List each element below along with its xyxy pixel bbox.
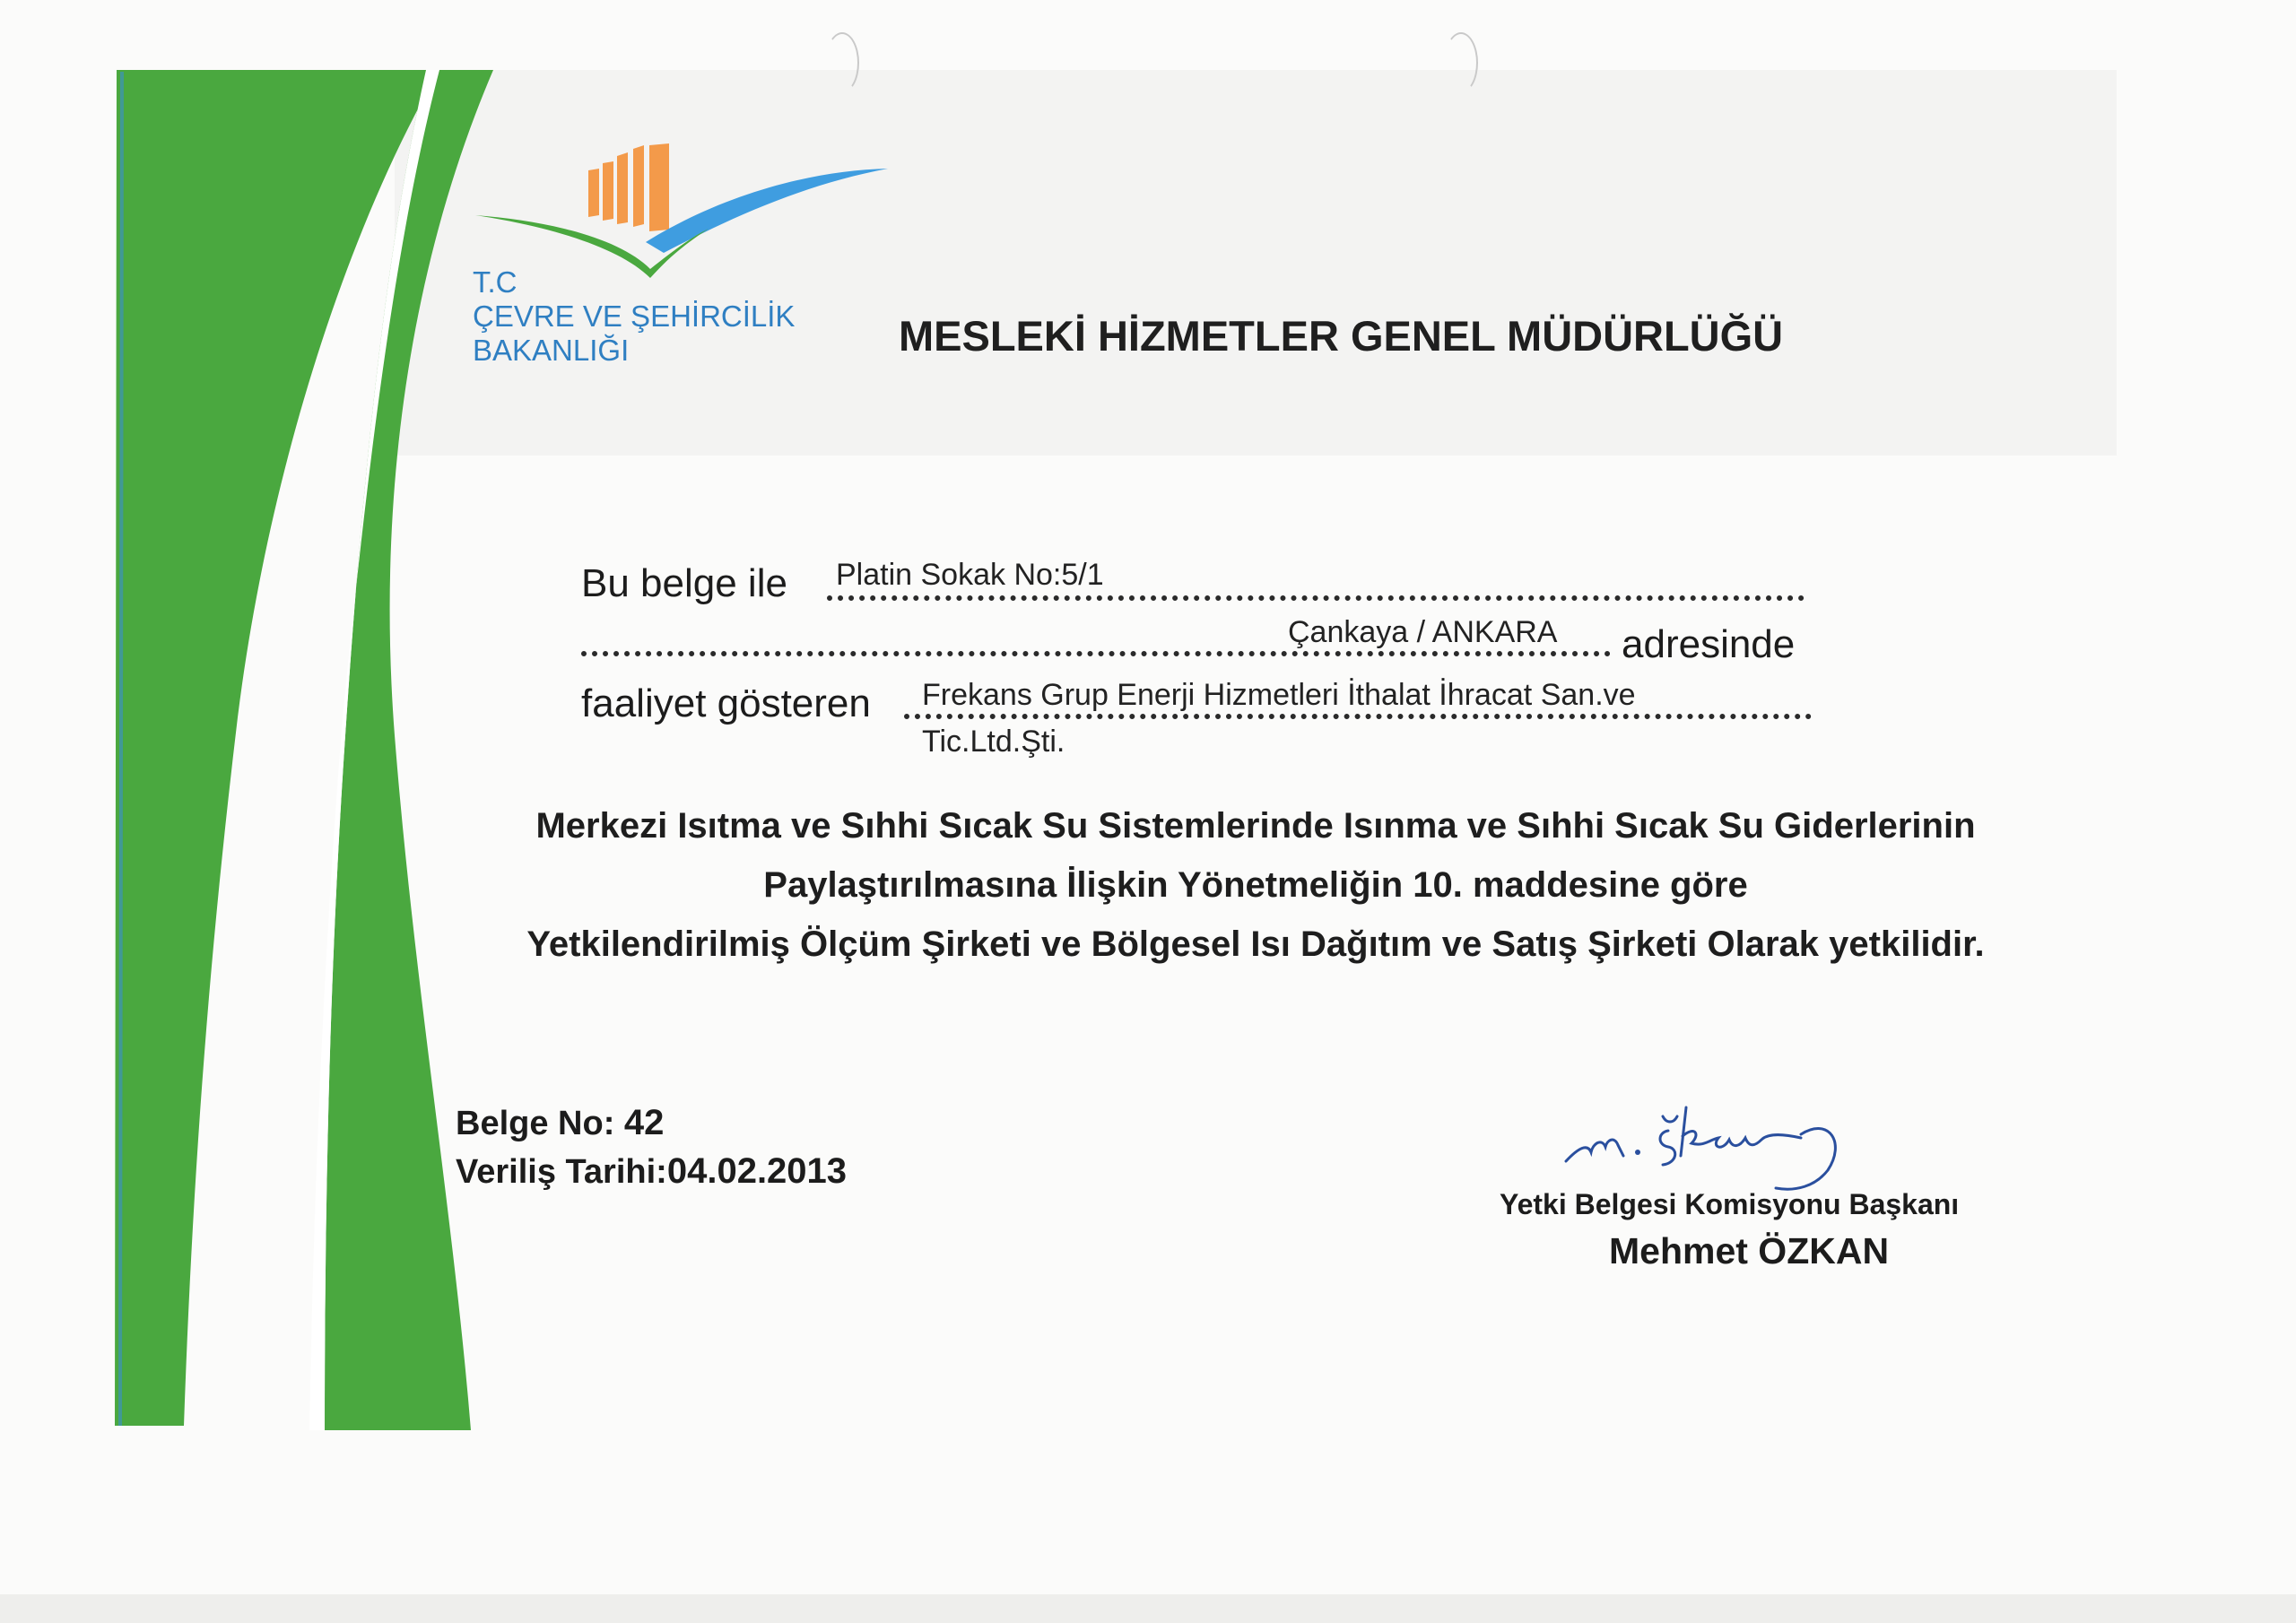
issue-date-value: 04.02.2013 [666, 1151, 848, 1191]
document-number-label: Belge No: [456, 1105, 615, 1142]
issue-date [456, 1151, 847, 1192]
ministry-line-3: BAKANLIĞI [473, 334, 630, 367]
signature-stroke-kan [1681, 1107, 1801, 1156]
logo-orange-bar-1 [588, 169, 599, 217]
issue-date-label: Veriliş Tarihi: [456, 1153, 667, 1191]
statement-line-2: Paylaştırılmasına İlişkin Yönetmeliğin 10. maddesine göre [763, 865, 1748, 905]
ministry-name [473, 265, 795, 368]
statement-line-3: Yetkilendirilmiş Ölçüm Şirketi ve Bölgesel Isı Dağıtım ve Satış Şirketi Olarak yetkilidir. [526, 924, 1985, 964]
address-line-1: Platin Sokak No:5/1 [836, 558, 1104, 592]
authorization-statement [422, 796, 2090, 974]
company-line-2: Tic.Ltd.Şti. [922, 725, 1065, 759]
company-label: faaliyet gösteren [581, 681, 871, 725]
department-title: MESLEKİ HİZMETLER GENEL MÜDÜRLÜĞÜ [899, 312, 1784, 360]
signature-dot [1635, 1150, 1640, 1155]
document-number-value: 42 [623, 1103, 665, 1142]
dotted-line-1 [827, 595, 1805, 601]
dotted-line-3 [904, 714, 1812, 719]
signer-role: Yetki Belgesi Komisyonu Başkanı [1500, 1188, 1960, 1220]
ministry-line-2: ÇEVRE VE ŞEHİRCİLİK [473, 299, 796, 333]
signature-stroke-m [1566, 1140, 1623, 1161]
intro-label: Bu belge ile [581, 561, 787, 605]
address-suffix: adresinde [1622, 622, 1796, 666]
logo-orange-bar-5 [649, 143, 669, 231]
punch-hole-left [825, 32, 859, 93]
punch-hole-right [1444, 32, 1478, 93]
document-number [456, 1103, 664, 1143]
logo-orange-bar-3 [617, 152, 628, 224]
signature-stroke-tail [1776, 1129, 1835, 1190]
handwritten-signature [1561, 1081, 1883, 1197]
logo-orange-bar-4 [633, 145, 644, 227]
statement-line-1: Merkezi Isıtma ve Sıhhi Sıcak Su Sistemlerinde Isınma ve Sıhhi Sıcak Su Giderlerinin [535, 806, 1976, 846]
address-line-2: Çankaya / ANKARA [1288, 615, 1558, 649]
ministry-logo [466, 143, 897, 278]
signature-stroke-breve [1663, 1116, 1677, 1122]
company-line-1: Frekans Grup Enerji Hizmetleri İthalat İhracat San.ve [922, 678, 1636, 712]
dotted-line-2 [581, 651, 1611, 656]
signature-stroke-s [1660, 1131, 1675, 1165]
ministry-line-1: T.C [473, 265, 517, 299]
logo-blue-wave [646, 169, 888, 253]
signer-name: Mehmet ÖZKAN [1609, 1230, 1890, 1271]
logo-orange-bar-2 [603, 161, 613, 221]
